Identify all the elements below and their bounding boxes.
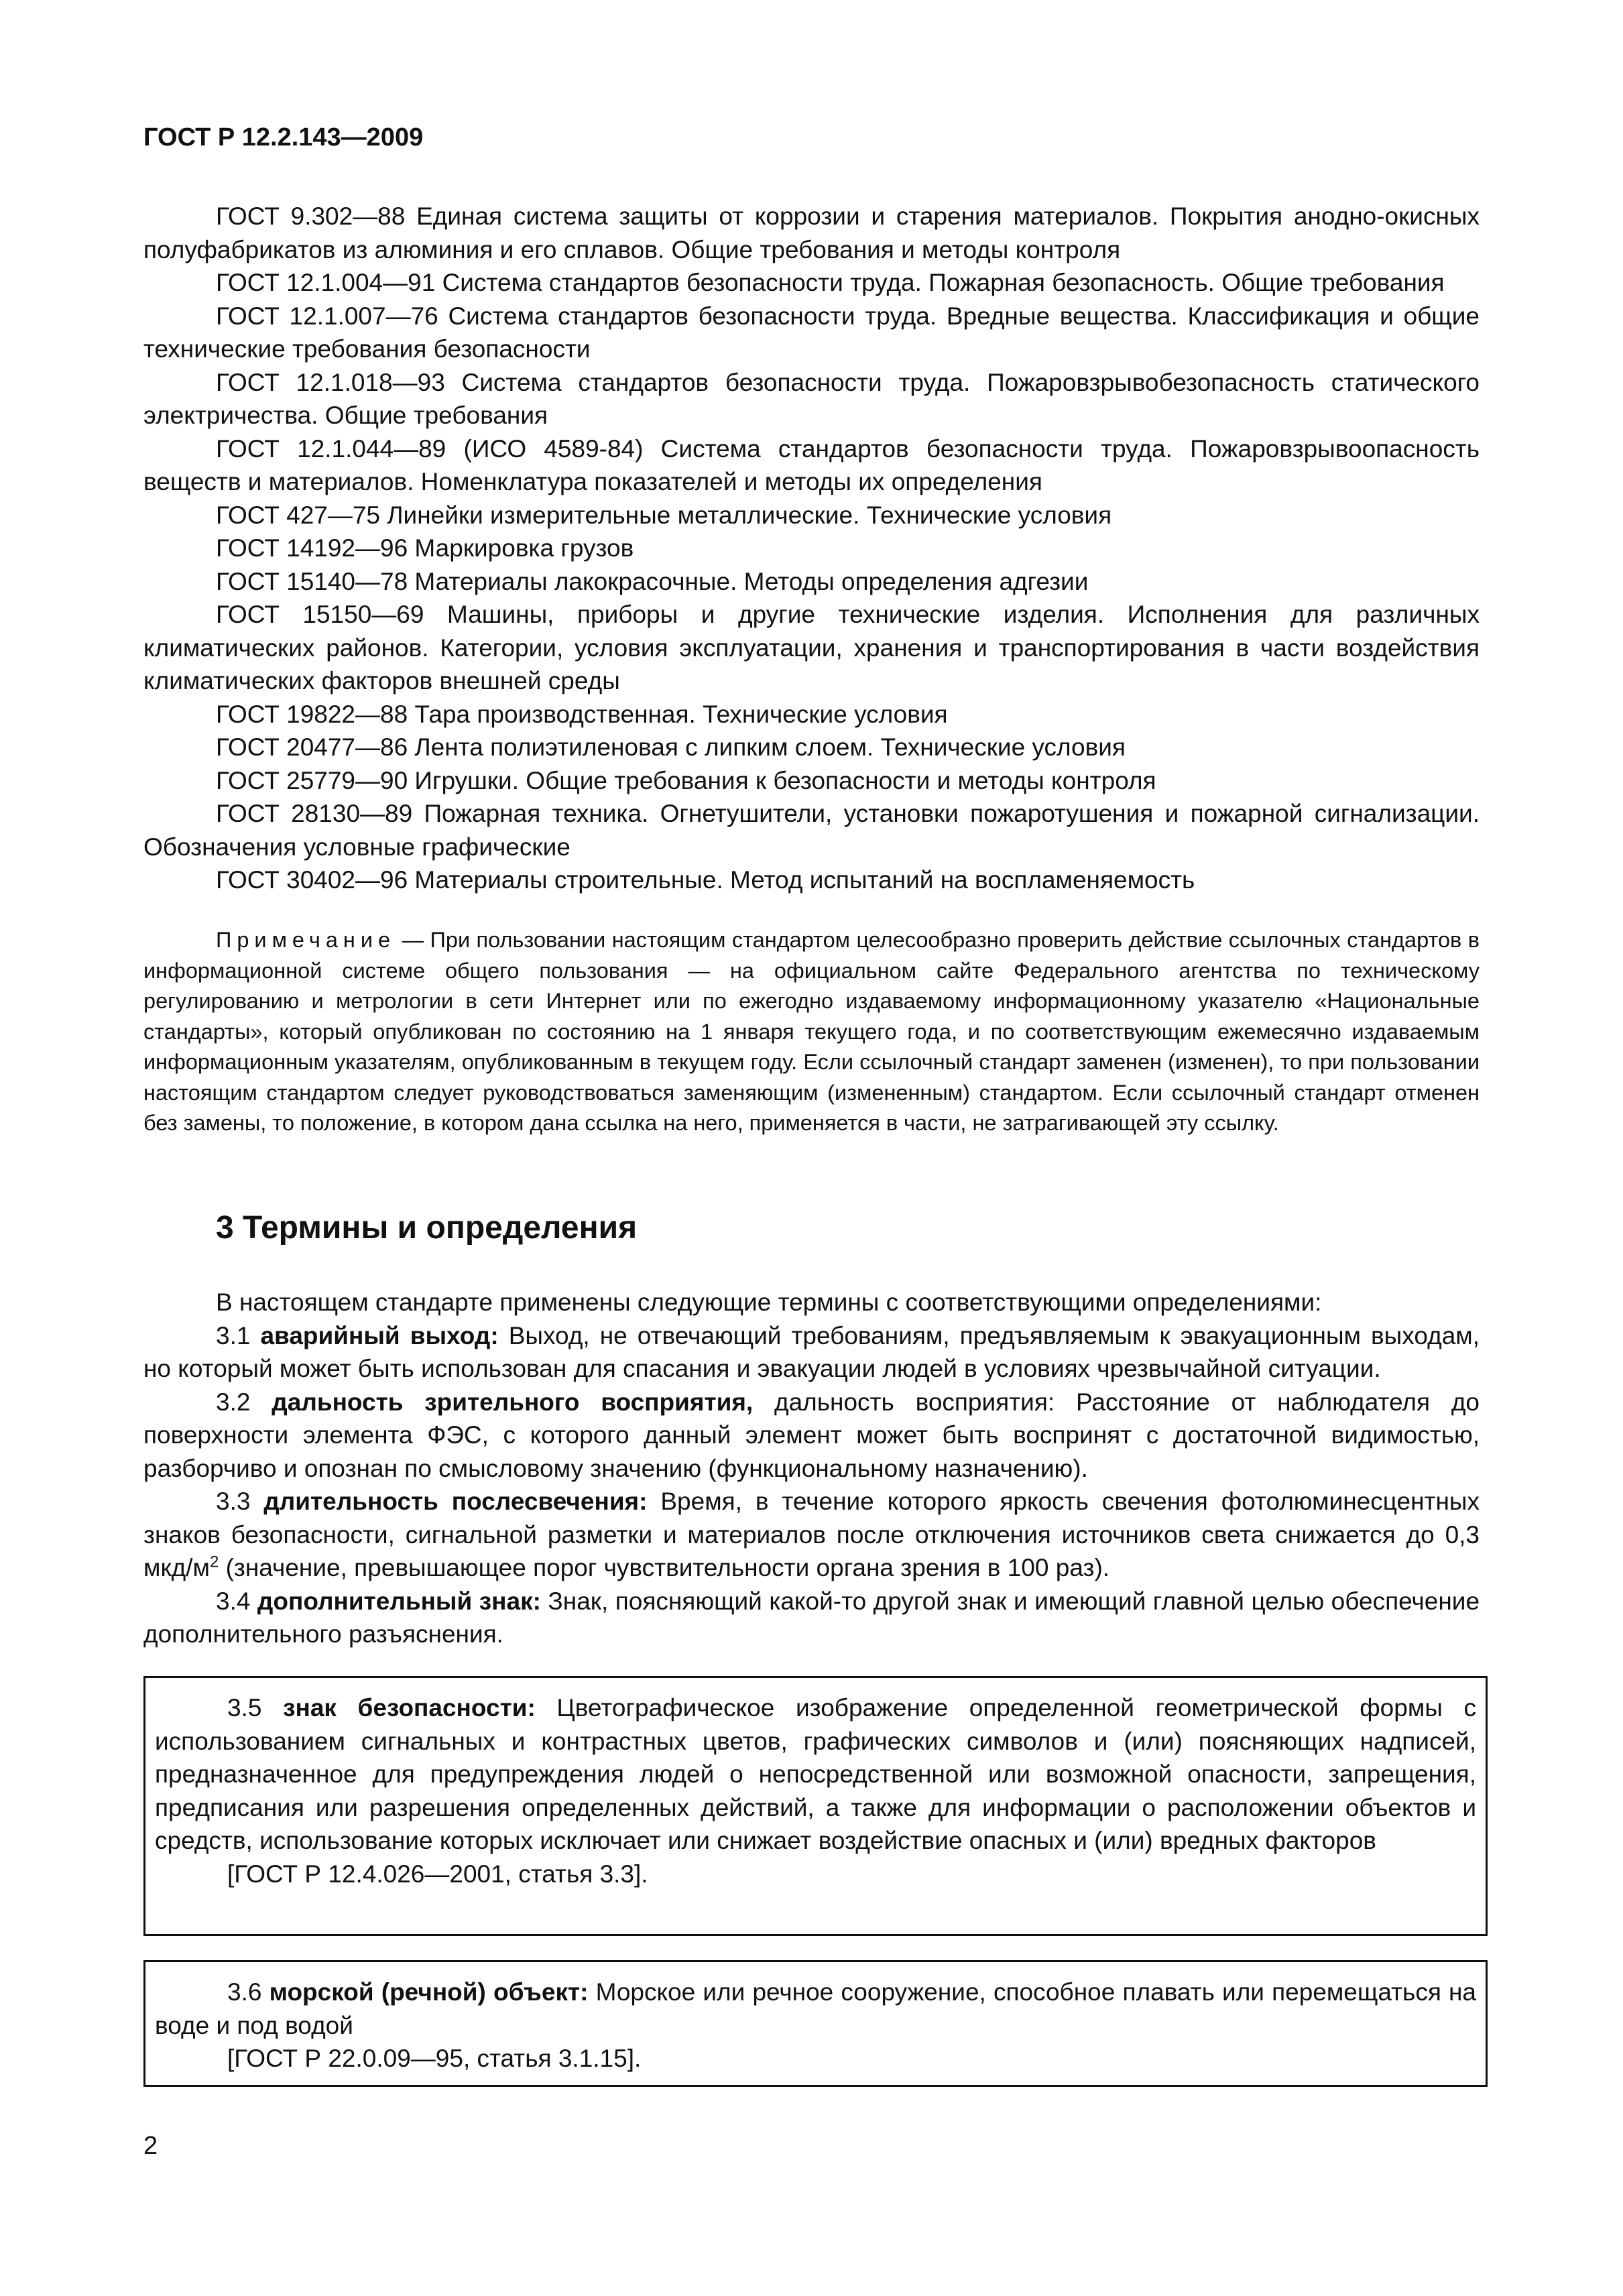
- reference-item: ГОСТ 12.1.004—91 Система стандартов безопасности труда. Пожарная безопасность. Общие требования: [216, 269, 1445, 296]
- term-number: 3.2: [216, 1388, 251, 1416]
- normative-references: [143, 200, 1480, 897]
- note-text: — При пользовании настоящим стандартом целесообразно проверить действие ссылочных стандартов в информационной системе общего пользования — на официальном сайте Федерального агентства по техническому регулированию и метрологии в сети Интернет или по ежегодно издаваемому информационному указателю «Национальные стандарты», который опубликован по состоянию на 1 января текущего года, и по соответствующим ежемесячно издаваемым информационным указателям, опубликованным в текущем году. Если ссылочный стандарт заменен (изменен), то при пользовании настоящим стандартом следует руководствоваться заменяющим (измененным) стандартом. Если ссылочный стандарт отменен без замены, то положение, в котором дана ссылка на него, применяется в части, не затрагивающей эту ссылку.: [143, 928, 1480, 1135]
- page-number: 2: [143, 2132, 158, 2160]
- reference-item: ГОСТ 30402—96 Материалы строительные. Метод испытаний на воспламеняемость: [216, 866, 1195, 894]
- term-number: 3.1: [216, 1321, 251, 1349]
- reference-item: ГОСТ 15140—78 Материалы лакокрасочные. Методы определения адгезии: [216, 567, 1089, 595]
- term-definition: Выход, не отвечающий требованиям, предъявляемым к эвакуационным выходам, но который может быть использован для спасания и эвакуации людей в условиях чрезвычайной ситуации.: [143, 1321, 1480, 1382]
- term-definition: Морское или речное сооружение, способное плавать или перемещаться на воде и под водой: [155, 1978, 1477, 2039]
- reference-item: ГОСТ 15150—69 Машины, приборы и другие технические изделия. Исполнения для различных климатических районов. Категории, условия эксплуатации, хранения и транспортирования в части воздействия климатических факторов внешней среды: [143, 601, 1480, 694]
- term-source: [ГОСТ Р 12.4.026—2001, статья 3.3].: [227, 1860, 648, 1888]
- superscript: 2: [209, 1553, 219, 1571]
- term-definition: Цветографическое изображение определенной геометрической формы с использованием сигнальных и контрастных цветов, графических символов и (или) поясняющих надписей, предназначенное для предупреждения людей о непосредственной или возможной опасности, запрещения, предписания или разрешения определенных действий, а также для информации о расположении объектов и средств, использование которых исключает или снижает воздействие опасных и (или) вредных факторов: [155, 1694, 1477, 1854]
- term-number: 3.5: [227, 1694, 262, 1721]
- term-item: [143, 1386, 1480, 1486]
- term-definition: Знак, поясняющий какой-то другой знак и имеющий главной целью обеспечение дополнительного разъяснения.: [143, 1587, 1480, 1648]
- term-definition: дальность восприятия: Расстояние от наблюдателя до поверхности элемента ФЭС, с которого данный элемент может быть воспринят с достаточной видимостью, разборчиво и опознан по смысловому значению (функциональному назначению).: [143, 1388, 1480, 1482]
- term-definition-tail: (значение, превышающее порог чувствительности органа зрения в 100 раз).: [225, 1554, 1110, 1581]
- term-item: [143, 1485, 1480, 1585]
- term-item: [155, 1976, 1476, 2042]
- reference-item: ГОСТ 25779—90 Игрушки. Общие требования к безопасности и методы контроля: [216, 766, 1156, 794]
- term-source: [ГОСТ Р 22.0.09—95, статья 3.1.15].: [227, 2045, 642, 2072]
- document-header: ГОСТ Р 12.2.143—2009: [143, 123, 424, 152]
- reference-item: ГОСТ 12.1.018—93 Система стандартов безопасности труда. Пожаровзрывобезопасность статического электричества. Общие требования: [143, 368, 1480, 429]
- reference-item: ГОСТ 12.1.044—89 (ИСО 4589-84) Система стандартов безопасности труда. Пожаровзрывоопасность веществ и материалов. Номенклатура показателей и методы их определения: [143, 434, 1480, 495]
- term-name: дополнительный знак:: [257, 1587, 541, 1615]
- note-label: Примечание: [216, 928, 396, 952]
- reference-item: ГОСТ 427—75 Линейки измерительные металлические. Технические условия: [216, 501, 1112, 529]
- note-paragraph: [143, 925, 1480, 1139]
- reference-item: ГОСТ 28130—89 Пожарная техника. Огнетушители, установки пожаротушения и пожарной сигнализации. Обозначения условные графические: [143, 800, 1480, 861]
- term-number: 3.3: [216, 1488, 251, 1515]
- terms-intro: В настоящем стандарте применены следующие термины с соответствующими определениями:: [216, 1288, 1322, 1316]
- reference-item: ГОСТ 20477—86 Лента полиэтиленовая с липким слоем. Технические условия: [216, 733, 1126, 761]
- term-item: [143, 1319, 1480, 1386]
- term-item: [155, 1691, 1476, 1858]
- term-number: 3.4: [216, 1587, 251, 1615]
- term-name: морской (речной) объект:: [269, 1978, 589, 2006]
- section-title: 3 Термины и определения: [216, 1210, 638, 1246]
- reference-item: ГОСТ 14192—96 Маркировка грузов: [216, 534, 634, 562]
- term-number: 3.6: [227, 1978, 262, 2006]
- term-item: [143, 1585, 1480, 1651]
- boxed-term-safety-sign: [143, 1676, 1488, 1936]
- terms-list: [143, 1286, 1480, 1651]
- term-name: знак безопасности:: [283, 1694, 536, 1721]
- term-name: дальность зрительного восприятия,: [272, 1388, 754, 1416]
- reference-item: ГОСТ 19822—88 Тара производственная. Технические условия: [216, 700, 948, 728]
- reference-item: ГОСТ 12.1.007—76 Система стандартов безопасности труда. Вредные вещества. Классификация и общие технические требования безопасности: [143, 302, 1480, 363]
- term-name: аварийный выход:: [260, 1321, 499, 1349]
- boxed-term-marine-object: [143, 1960, 1488, 2087]
- term-name: длительность послесвечения:: [263, 1488, 648, 1515]
- reference-item: ГОСТ 9.302—88 Единая система защиты от коррозии и старения материалов. Покрытия анодно-окисных полуфабрикатов из алюминия и его сплавов. Общие требования и методы контроля: [143, 202, 1480, 263]
- term-definition: Время, в течение которого яркость свечения фотолюминесцентных знаков безопасности, сигнальной разметки и материалов после отключения источников света снижается до 0,3 мкд/м: [143, 1488, 1480, 1581]
